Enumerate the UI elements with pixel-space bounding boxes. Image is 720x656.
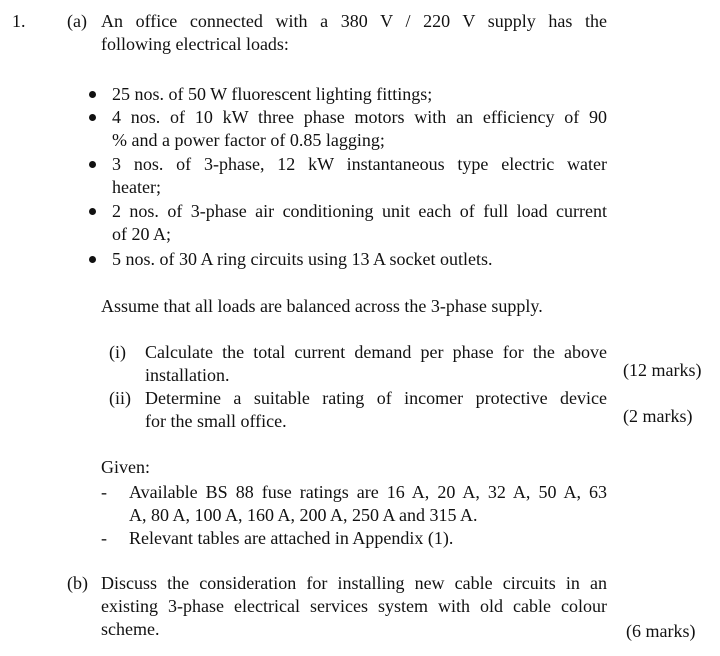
load-item-4-line-1: 2 nos. of 3-phase air conditioning unit each of full load current — [112, 201, 607, 221]
part-b-line-1: Discuss the consideration for installing new cable circuits in an — [101, 573, 607, 593]
load-item-2-line-2: % and a power factor of 0.85 lagging; — [112, 130, 385, 150]
load-item-2-line-1: 4 nos. of 10 kW three phase motors with an efficiency of 90 — [112, 107, 607, 127]
load-item-5-line-1: 5 nos. of 30 A ring circuits using 13 A socket outlets. — [112, 249, 493, 269]
part-b-marks: (6 marks) — [626, 621, 696, 641]
bullet-icon — [89, 161, 96, 168]
subpart-ii-line-2: for the small office. — [145, 411, 287, 431]
subpart-ii-label: (ii) — [109, 388, 131, 408]
given-heading: Given: — [101, 457, 150, 477]
subpart-ii-line-1: Determine a suitable rating of incomer protective device — [145, 388, 607, 408]
load-item-1-line-1: 25 nos. of 50 W fluorescent lighting fittings; — [112, 84, 433, 104]
given-item-2-line-1: Relevant tables are attached in Appendix (1). — [129, 528, 454, 548]
given-item-1-line-1: Available BS 88 fuse ratings are 16 A, 20 A, 32 A, 50 A, 63 — [129, 482, 607, 502]
load-item-3-line-2: heater; — [112, 177, 161, 197]
part-b-line-3: scheme. — [101, 619, 160, 639]
load-item-4-line-2: of 20 A; — [112, 224, 172, 244]
given-item-1-line-2: A, 80 A, 100 A, 160 A, 200 A, 250 A and 315 A. — [129, 505, 478, 525]
bullet-icon — [89, 91, 96, 98]
part-a-label: (a) — [67, 11, 87, 31]
subpart-i-label: (i) — [109, 342, 126, 362]
bullet-icon — [89, 256, 96, 263]
subpart-i-marks: (12 marks) — [623, 360, 702, 380]
part-a-intro-line-1: An office connected with a 380 V / 220 V supply has the — [101, 11, 607, 31]
subpart-i-line-1: Calculate the total current demand per phase for the above — [145, 342, 607, 362]
part-b-line-2: existing 3-phase electrical services system with old cable colour — [101, 596, 607, 616]
bullet-icon — [89, 208, 96, 215]
subpart-ii-marks: (2 marks) — [623, 406, 693, 426]
bullet-icon — [89, 114, 96, 121]
given-item-1-marker: - — [101, 482, 107, 502]
part-a-intro-line-2: following electrical loads: — [101, 34, 289, 54]
given-item-2-marker: - — [101, 528, 107, 548]
part-b-label: (b) — [67, 573, 88, 593]
question-number: 1. — [12, 11, 26, 31]
load-item-3-line-1: 3 nos. of 3-phase, 12 kW instantaneous type electric water — [112, 154, 607, 174]
assumption-text: Assume that all loads are balanced across the 3-phase supply. — [101, 296, 543, 316]
subpart-i-line-2: installation. — [145, 365, 230, 385]
